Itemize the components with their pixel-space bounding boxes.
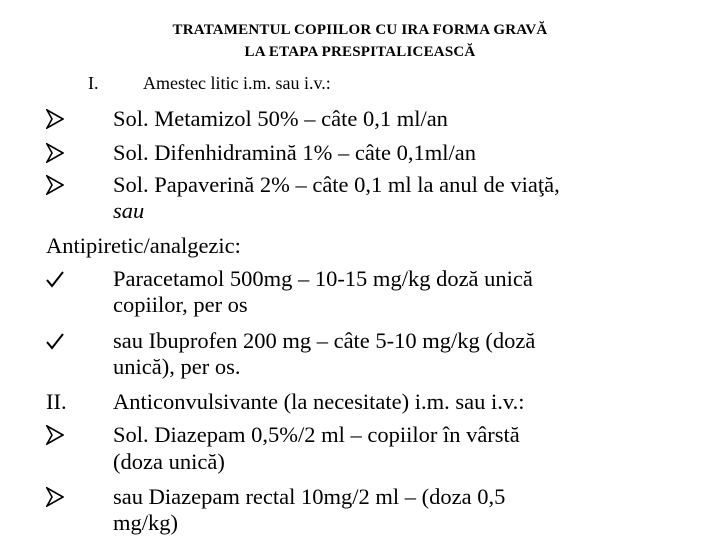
item-text: sau Ibuprofen 200 mg – câte 5-10 mg/kg (doză [113,328,536,353]
section1-heading: Amestec litic i.m. sau i.v.: [143,73,331,93]
section1-numeral: I. [88,73,99,93]
page-title-line1: TRATAMENTUL COPIILOR CU IRA FORMA GRAVĂ [172,22,548,38]
item-text: Sol. Diazepam 0,5%/2 ml – copiilor în vârstă [113,422,520,447]
item-text: sau Diazepam rectal 10mg/2 ml – (doza 0,5 [113,484,506,509]
item-text: copiilor, per os [113,292,248,317]
checkmark-bullet-icon [46,328,76,354]
arrow-bullet-icon [46,484,76,510]
antipyretic-heading: Antipiretic/analgezic: [46,233,241,258]
item-text: Sol. Metamizol 50% – câte 0,1 ml/an [113,106,448,131]
arrow-bullet-icon [46,140,76,166]
item-text: Sol. Difenhidramină 1% – câte 0,1ml/an [113,140,477,165]
item-text: unică), per os. [113,354,241,379]
item-text: mg/kg) [113,510,178,535]
arrow-bullet-icon [46,172,76,198]
checkmark-bullet-icon [46,266,76,292]
or-word: sau [113,198,145,223]
arrow-bullet-icon [46,422,76,448]
item-text: Sol. Papaverină 2% – câte 0,1 ml la anul de viaţă, [113,172,560,197]
section2-numeral: II. [46,389,67,414]
item-text: Paracetamol 500mg – 10-15 mg/kg doză unică [113,266,533,291]
page-title-line2: LA ETAPA PRESPITALICEASCĂ [244,44,476,60]
section2-heading: Anticonvulsivante (la necesitate) i.m. sau i.v.: [113,389,525,414]
arrow-bullet-icon [46,106,76,132]
item-text: (doza unică) [113,449,225,474]
